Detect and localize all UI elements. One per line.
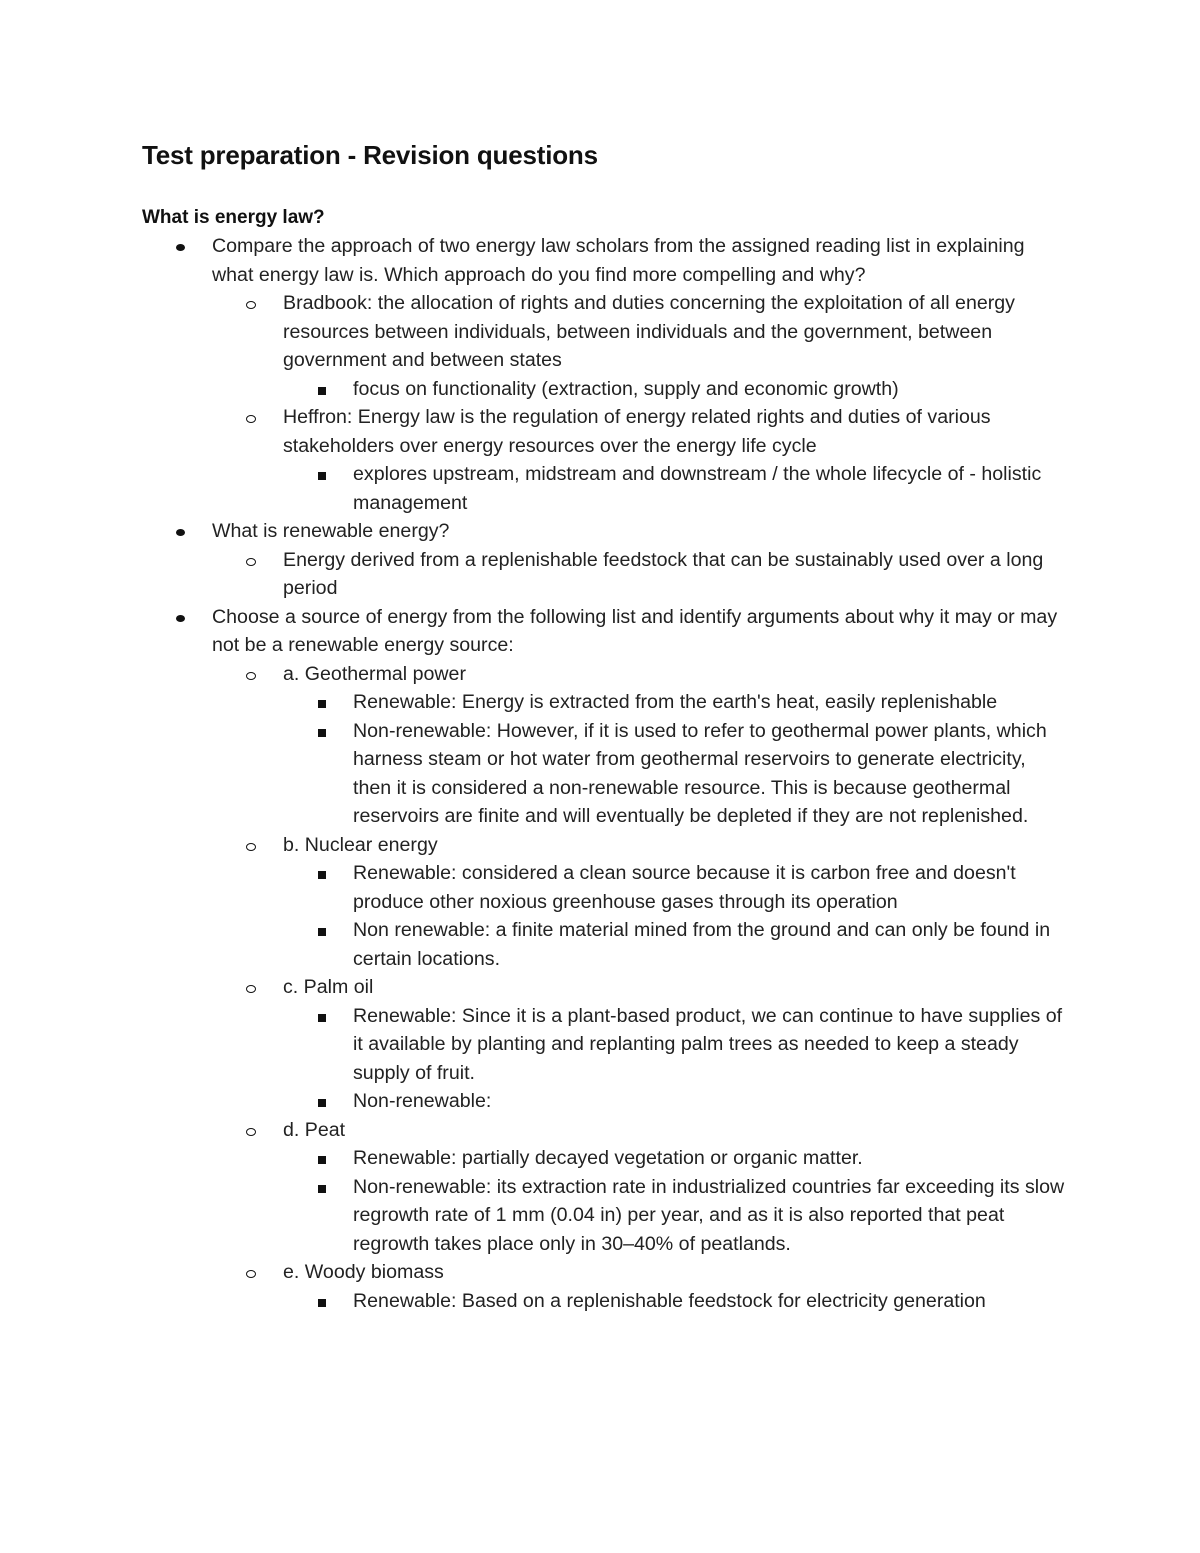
list-item-text: Renewable: Since it is a plant-based product, we can continue to have supplies of it available by planting and replanting palm trees as needed to keep a steady supply of fruit. — [353, 1004, 1063, 1084]
page-title: Test preparation - Revision questions — [142, 140, 598, 170]
square-bullet-icon — [318, 472, 326, 480]
filled-circle-bullet-icon — [176, 615, 185, 622]
list-item — [0, 660, 1063, 689]
square-bullet-icon — [318, 1185, 326, 1193]
list-item-text: Renewable: partially decayed vegetation or organic matter. — [353, 1147, 863, 1169]
section-heading: What is energy law? — [142, 207, 325, 228]
square-bullet-icon — [318, 729, 326, 737]
hollow-circle-bullet-icon — [246, 1270, 256, 1278]
list-item — [0, 603, 1062, 660]
list-item-text: What is renewable energy? — [212, 520, 450, 542]
list-item-text: Non renewable: a finite material mined from the ground and can only be found in certain locations. — [353, 919, 1051, 970]
square-bullet-icon — [318, 1156, 326, 1164]
hollow-circle-bullet-icon — [246, 558, 256, 566]
list-item — [0, 232, 1062, 289]
list-item-text: Renewable: Based on a replenishable feedstock for electricity generation — [353, 1289, 986, 1312]
list-item-text: Non-renewable: — [353, 1090, 492, 1112]
list-item-text: a. Geothermal power — [283, 662, 466, 685]
list-item — [0, 546, 1063, 603]
list-item-text: Renewable: Energy is extracted from the earth's heat, easily replenishable — [353, 691, 998, 713]
list-item-text: Choose a source of energy from the following list and identify arguments about why it may or may not be a renewable energy source: — [212, 605, 1058, 656]
list-item-text: c. Palm oil — [283, 976, 374, 998]
bullet-list — [0, 232, 1200, 1315]
list-item — [0, 717, 1065, 831]
square-bullet-icon — [318, 928, 326, 936]
list-item-text: b. Nuclear energy — [283, 833, 438, 856]
square-bullet-icon — [318, 1014, 326, 1022]
hollow-circle-bullet-icon — [246, 672, 256, 680]
hollow-circle-bullet-icon — [246, 985, 256, 993]
list-item-text: e. Woody biomass — [283, 1261, 444, 1283]
hollow-circle-bullet-icon — [246, 301, 256, 309]
list-item — [0, 831, 1063, 860]
list-item-text: Renewable: considered a clean source because it is carbon free and doesn't produce other noxious greenhouse gases through its operation — [353, 862, 1016, 913]
list-item — [0, 859, 1065, 916]
list-item — [0, 1287, 1065, 1316]
hollow-circle-bullet-icon — [246, 1128, 256, 1136]
list-item-text: Non-renewable: its extraction rate in industrialized countries far exceeding its slow regrowth rate of 1 mm (0.04 in) per year, and as it is also reported that peat regrowth takes place only in 30–40% of peatlands. — [353, 1175, 1065, 1255]
filled-circle-bullet-icon — [176, 244, 185, 251]
list-item — [0, 916, 1065, 973]
list-item-text: Compare the approach of two energy law scholars from the assigned reading list in explaining what energy law is. Which approach do you find more compelling and why? — [212, 235, 1025, 286]
list-item-text: explores upstream, midstream and downstream / the whole lifecycle of - holistic management — [353, 463, 1042, 514]
list-item — [0, 1116, 1063, 1145]
list-item — [0, 375, 1065, 404]
square-bullet-icon — [318, 1099, 326, 1107]
list-item — [0, 289, 1063, 375]
filled-circle-bullet-icon — [176, 529, 185, 536]
list-item — [0, 1087, 1065, 1116]
list-item — [0, 403, 1063, 460]
list-item — [0, 688, 1065, 717]
list-item-text: Bradbook: the allocation of rights and duties concerning the exploitation of all energy resources between individuals, between individuals and the government, between government and between states — [283, 292, 1015, 371]
list-item — [0, 1002, 1065, 1088]
list-item-text: Energy derived from a replenishable feedstock that can be sustainably used over a long period — [283, 548, 1044, 599]
square-bullet-icon — [318, 1299, 326, 1307]
list-item — [0, 1258, 1063, 1287]
square-bullet-icon — [318, 387, 326, 395]
list-item — [0, 973, 1063, 1002]
hollow-circle-bullet-icon — [246, 843, 256, 851]
hollow-circle-bullet-icon — [246, 415, 256, 423]
list-item-text: d. Peat — [283, 1118, 346, 1141]
square-bullet-icon — [318, 871, 326, 879]
list-item — [0, 1144, 1065, 1173]
list-item — [0, 517, 1062, 546]
list-item-text: Heffron: Energy law is the regulation of energy related rights and duties of various stakeholders over energy resources over the energy life cycle — [283, 406, 991, 457]
list-item-text: focus on functionality (extraction, supply and economic growth) — [353, 377, 899, 400]
list-item — [0, 460, 1065, 517]
square-bullet-icon — [318, 700, 326, 708]
list-item-text: Non-renewable: However, if it is used to refer to geothermal power plants, which harness steam or hot water from geothermal reservoirs to generate electricity, then it is considered a non-renewable resource. This is because geothermal reservoirs are finite and will eventually be depleted if they are not replenished. — [353, 719, 1047, 827]
list-item — [0, 1173, 1065, 1259]
